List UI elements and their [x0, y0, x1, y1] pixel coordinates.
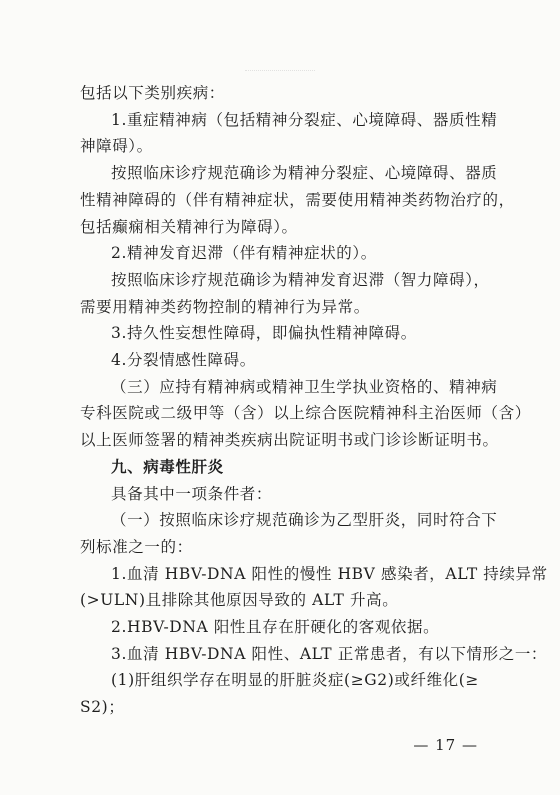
- body-line: 列标准之一的：: [80, 537, 193, 556]
- body-line: 需要用精神类药物控制的精神行为异常。: [80, 297, 370, 316]
- body-line: （一）按照临床诊疗规范确诊为乙型肝炎，同时符合下: [111, 511, 498, 530]
- body-line: 2.HBV-DNA 阳性且存在肝硬化的客观依据。: [111, 618, 440, 637]
- body-line: 神障碍）。: [80, 137, 153, 156]
- body-line: 1.重症精神病（包括精神分裂症、心境障碍、器质性精: [111, 110, 498, 129]
- faint-header-mark: [245, 70, 315, 77]
- body-line: (>ULN)且排除其他原因导致的 ALT 升高。: [80, 591, 399, 610]
- body-line: 以上医师签署的精神类疾病出院证明书或门诊诊断证明书。: [80, 431, 499, 450]
- body-line: (1)肝组织学存在明显的肝脏炎症(≥G2)或纤维化(≥: [111, 671, 480, 690]
- page-number-text: — 17 —: [413, 736, 478, 754]
- body-line: 包括以下类别疾病：: [80, 84, 225, 102]
- body-line: 具备其中一项条件者：: [111, 484, 273, 503]
- body-line: 按照临床诊疗规范确诊为精神分裂症、心境障碍、器质: [111, 164, 498, 183]
- section-heading: 九、病毒性肝炎: [111, 457, 224, 476]
- body-line: 2.精神发育迟滞（伴有精神症状的）。: [111, 244, 377, 263]
- body-line: 专科医院或二级甲等（含）以上综合医院精神科主治医师（含）: [80, 404, 531, 423]
- body-line: 1.血清 HBV-DNA 阳性的慢性 HBV 感染者，ALT 持续异常: [111, 564, 548, 583]
- body-line: 包括癫痫相关精神行为障碍）。: [80, 217, 298, 236]
- body-line: 4.分裂情感性障碍。: [111, 351, 256, 370]
- body-line: 3.血清 HBV-DNA 阳性、ALT 正常患者，有以下情形之一：: [111, 644, 548, 663]
- body-line: 性精神障碍的（伴有精神症状，需要使用精神类药物治疗的，: [80, 190, 515, 209]
- body-line: 按照临床诊疗规范确诊为精神发育迟滞（智力障碍），: [111, 270, 490, 289]
- body-line: 3.持久性妄想性障碍，即偏执性精神障碍。: [111, 324, 417, 343]
- body-line: S2)；: [80, 698, 125, 717]
- body-line: （三）应持有精神病或精神卫生学执业资格的、精神病: [111, 377, 498, 396]
- document-body: [80, 80, 548, 721]
